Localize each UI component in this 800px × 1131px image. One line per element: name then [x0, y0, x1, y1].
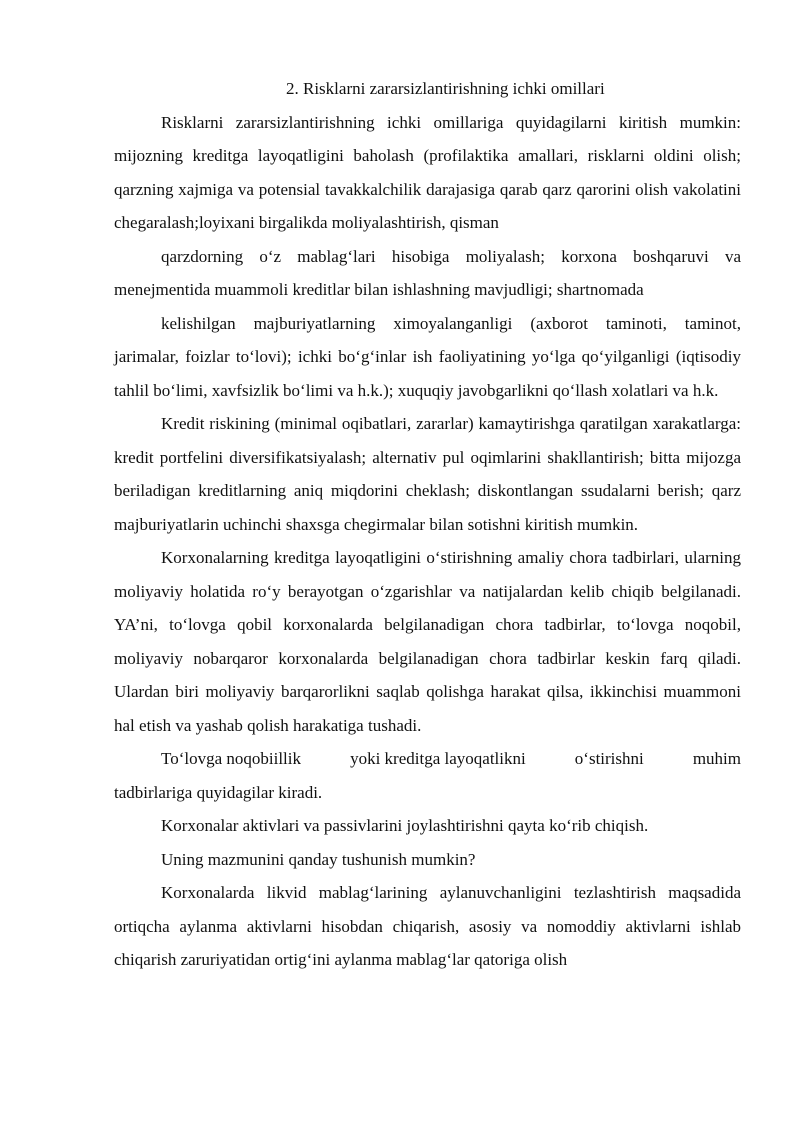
- paragraph-obligations: kelishilgan majburiyatlarning ximoyalanganligi (axborot taminoti, taminot, jarimalar, foizlar to‘lovi); ichki bo‘g‘inlar ish faoliyatining yo‘lga qo‘yilganligi (iqtisodiy tahlil bo‘limi, xavfsizlik bo‘limi va h.k.); xuquqiy javobgarlikni qo‘llash xolatlari va h.k.: [114, 313, 741, 400]
- spread-word: muhim: [692, 749, 741, 768]
- section-heading: 2. Risklarni zararsizlantirishning ichki omillari: [286, 79, 605, 98]
- document-page: [114, 72, 741, 977]
- paragraph-question: Uning mazmunini qanday tushunish mumkin?: [161, 849, 476, 869]
- paragraph-creditworthiness: Korxonalarning kreditga layoqatligini o‘stirishning amaliy chora tadbirlari, ularning moliyaviy holatida ro‘y berayotgan o‘zgarishlar va natijalardan kelib chiqib belgilanadi. YA’ni, to‘lovga qobil korxonalarda belgilanadigan chora tadbirlar, to‘lovga noqobil, moliyaviy nobarqaror korxonalarda belgilanadigan chora tadbirlar keskin farq qiladi. Ulardan biri moliyaviy barqarorlikni saqlab qolishga harakat qilsa, ikkinchisi muammoni hal etish va yashab qolish harakatiga tushadi.: [114, 548, 741, 735]
- paragraph-measures-continuation: tadbirlariga quyidagilar kiradi.: [114, 782, 323, 802]
- paragraph-own-funds: qarzdorning o‘z mablag‘lari hisobiga moliyalash; korxona boshqaruvi va menejmentida muammoli kreditlar bilan ishlashning mavjudligi; shartnomada: [114, 246, 741, 299]
- spread-word: To‘lovga noqobiillik: [161, 749, 301, 768]
- paragraph-liquid-funds: Korxonalarda likvid mablag‘larining aylanuvchanligini tezlashtirish maqsadida ortiqcha aylanma aktivlarni hisobdan chiqarish, asosiy va nomoddiy aktivlarni ishlab chiqarish zaruriyatidan ortig‘ini aylanma mablag‘lar qatoriga olish: [114, 883, 741, 969]
- paragraph-measures-first-line: [114, 742, 741, 776]
- paragraph-credit-risk: Kredit riskining (minimal oqibatlari, zararlar) kamaytirishga qaratilgan xarakatlarga: kredit portfelini diversifikatsiyalash; alternativ pul oqimlarini shakllantirish; bitta mijozga beriladigan kreditlarning aniq miqdorini cheklash; diskontlangan ssudalarni berish; qarz majburiyatlarin uchinchi shaxsga chegirmalar bilan sotishni kiritish mumkin.: [114, 414, 741, 534]
- paragraph-assets-review: Korxonalar aktivlari va passivlarini joylashtirishni qayta ko‘rib chiqish.: [161, 816, 649, 835]
- paragraph-internal-factors: Risklarni zararsizlantirishning ichki omillariga quyidagilarni kiritish mumkin: mijozning kreditga layoqatligini baholash (profilaktika amallari, risklarni oldini olish; qarzning xajmiga va potensial tavakkalchilik darajasiga qarab qarz qarorini olish vakolatini chegaralash;loyixani birgalikda moliyalashtirish, qisman: [114, 112, 741, 232]
- spread-word: o‘stirishni: [574, 749, 644, 768]
- spread-word: yoki kreditga layoqatlikni: [350, 749, 526, 768]
